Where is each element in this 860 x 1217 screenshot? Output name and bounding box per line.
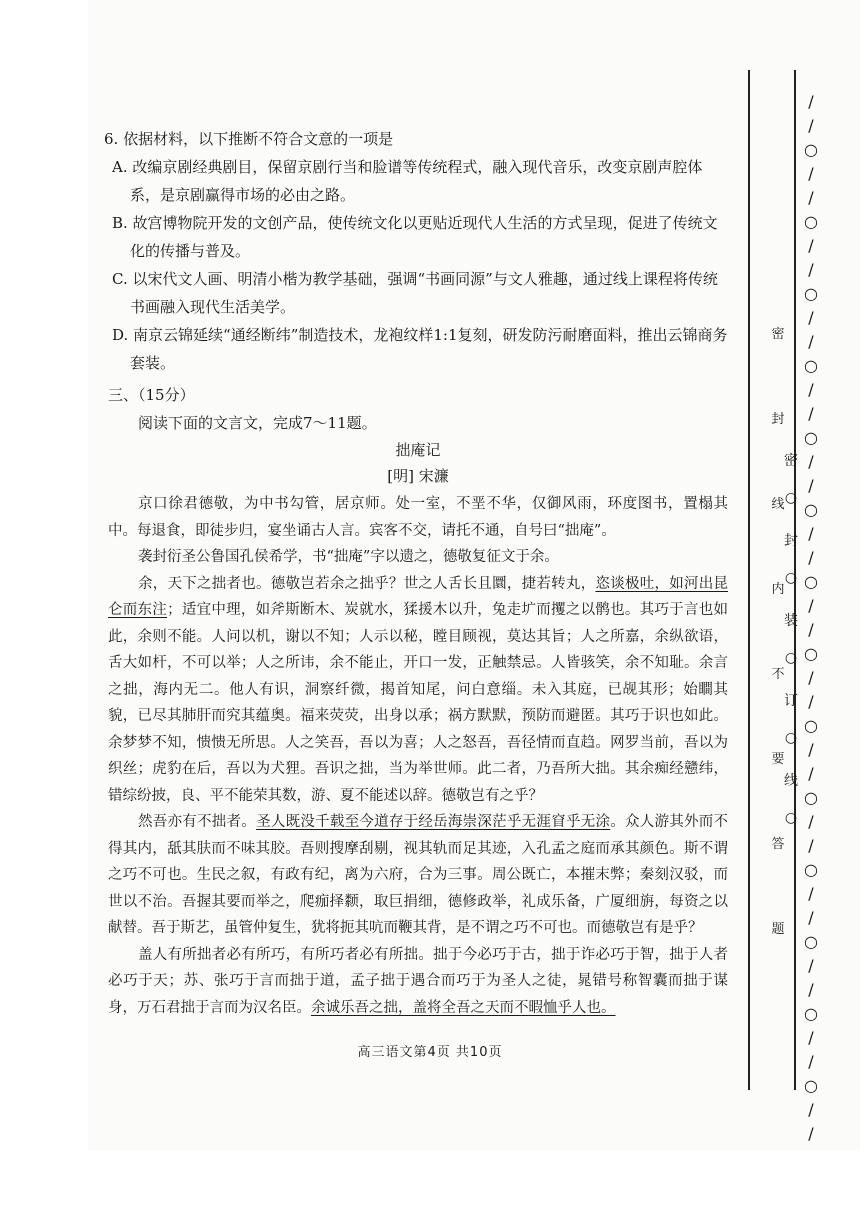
seal-char: 不 — [771, 667, 785, 682]
paragraph-4-text-b: 。众人游其外而不得其内，舐其肤而不味其胶。吾则搜摩刮剔，视其轨而足其迹，入孔孟之庭而承其颜色。斯不谓之巧不可也。生民之叙，有政有纪，离为六府，合为三事。周公既亡，本摧末弊；秦刻汉驳，而世以不治。吾握其要而举之，爬痂择颣，取巨捐细，德修政举，礼成乐备，广厦细旃，每资之以献替。吾于斯艺，虽管仲复生，犹将扼其吭而鞭其背，是不谓之巧不可也。而德敬岂有是乎？ — [108, 814, 729, 936]
underlined-sentence-1: 恣谈极吐，如河出昆仑而东注 — [108, 575, 729, 618]
mid-mark: 封 — [784, 533, 798, 549]
passage-paragraph-3 — [108, 571, 728, 810]
seal-char: 封 — [771, 412, 785, 427]
passage-author: [明] 宋濂 — [387, 467, 449, 485]
paragraph-4-text-a: 然吾亦有不拙者。 — [138, 814, 257, 830]
mid-mark: ○ — [784, 810, 798, 826]
paragraph-3-text-a: 余，天下之拙者也。德敬岂若余之拙乎？世之人舌长且圜，捷若转丸， — [138, 575, 596, 592]
question-6-option-b: B. 故宫博物院开发的文创产品，使传统文化以更贴近现代人生活的方式呈现，促进了传统文化的传播与普及。 — [112, 214, 718, 260]
question-6-option-c: C. 以宋代文人画、明清小楷为教学基础，强调“书画同源”与文人雅趣，通过线上课程将传统书画融入现代生活美学。 — [112, 270, 718, 316]
mid-mark: ○ — [784, 650, 798, 666]
seal-border-left — [748, 70, 750, 1090]
mid-mark: ○ — [784, 730, 798, 746]
mid-mark: 密 — [784, 453, 798, 469]
passage-paragraph-5 — [108, 942, 728, 1022]
seal-char: 线 — [771, 497, 785, 512]
paragraph-5-text-a: 盖人有所拙者必有所巧，有所巧者必有所拙。拙于今必巧于古，拙于诈必巧于智，拙于人者必巧于天；苏、张巧于言而拙于道，孟子拙于遇合而巧于为圣人之徒，晁错号称智囊而拙于谋身，万石君拙于言而为汉名臣。 — [108, 946, 728, 1016]
question-6-option-a: A. 改编京剧经典剧目，保留京剧行当和脸谱等传统程式，融入现代音乐，改变京剧声腔体系，是京剧赢得市场的必由之路。 — [112, 158, 703, 204]
section-3-heading: 三、（15分） — [108, 386, 195, 404]
seal-char: 答 — [771, 837, 785, 852]
page-footer: 高三语文第4页 共10页 — [357, 1045, 503, 1060]
question-6-stem: 6. 依据材料，以下推断不符合文意的一项是 — [104, 130, 394, 148]
underlined-sentence-2: 圣人既没千载至今道存于经岳海崇深茫乎无涯窅乎无涂 — [256, 814, 611, 830]
mid-mark: 线 — [784, 773, 798, 789]
seal-char: 要 — [771, 752, 785, 767]
seal-strip — [742, 30, 822, 1143]
paragraph-3-text-b: ；适宜中理，如斧斯断木、炭就水，猱援木以升，兔走圹而攫之以鹘也。其巧于言也如此，余则不能。人问以机，谢以不知；人示以秘，瞠目顾视，莫达其旨；人之所嘉，余纵欲语，舌大如杆，不可以举；人之所讳，余不能止，开口一发，正触禁忌。人皆骇笑，余不知耻。余言之拙，海内无二。他人有识，洞察纤微，揭首知尾，问白意缁。未入其庭，已觇其形；始瞷其貌，已尽其肺肝而究其蕴奥。福来荧荧，出身以承；祸方默默，预防而避匿。其巧于识也如此。余梦梦不知，愦愦无所思。人之笑吾，吾以为喜；人之怒吾，吾径情而直趋。网罗当前，吾以为织丝；虎豹在后，吾以为犬狸。吾识之拙，当为举世师。此二者，乃吾所大拙。其余痴经戆纬，错综纷披，良、平不能荣其数，游、夏不能述以辞。德敬岂有之乎？ — [108, 602, 729, 804]
underlined-sentence-3: 余诚乐吾之拙，盖将全吾之天而不暇恤乎人也。 — [311, 999, 616, 1016]
seal-char: 密 — [771, 327, 785, 342]
passage-paragraph-1: 京口徐君德敬，为中书勾管，居京师。处一室，不垩不华，仅御风雨，环度图书，置榻其中。每退食，即徒步归，宴坐诵古人言。宾客不交，请托不通，自号曰“拙庵”。 — [108, 496, 728, 539]
mid-mark: ○ — [784, 570, 798, 586]
passage-paragraph-2: 袭封衍圣公鲁国孔侯希学，书“拙庵”字以遗之，德敬复征文于余。 — [138, 549, 559, 565]
passage-paragraph-4 — [108, 809, 728, 942]
section-3-instruction: 阅读下面的文言文，完成7～11题。 — [138, 414, 377, 432]
seal-char: 内 — [771, 582, 785, 597]
exam-content — [104, 125, 729, 1021]
mid-mark: 装 — [784, 613, 798, 629]
mid-mark: ○ — [784, 490, 798, 506]
mid-mark: 订 — [784, 693, 798, 709]
seal-char: 题 — [771, 922, 785, 937]
seal-slash-pattern: / / ○ / / ○ / / ○ / / ○ / / ○ / / ○ / / ○ / / ○ / / ○ / / ○ / / ○ / / ○ / / ○ / / ○ / / — [804, 92, 818, 1143]
question-6-option-d: D. 南京云锦延续“通经断纬”制造技术，龙袍纹样1:1复刻，研发防污耐磨面料，推出云锦商务套装。 — [112, 326, 728, 372]
passage-title: 拙庵记 — [395, 441, 441, 459]
